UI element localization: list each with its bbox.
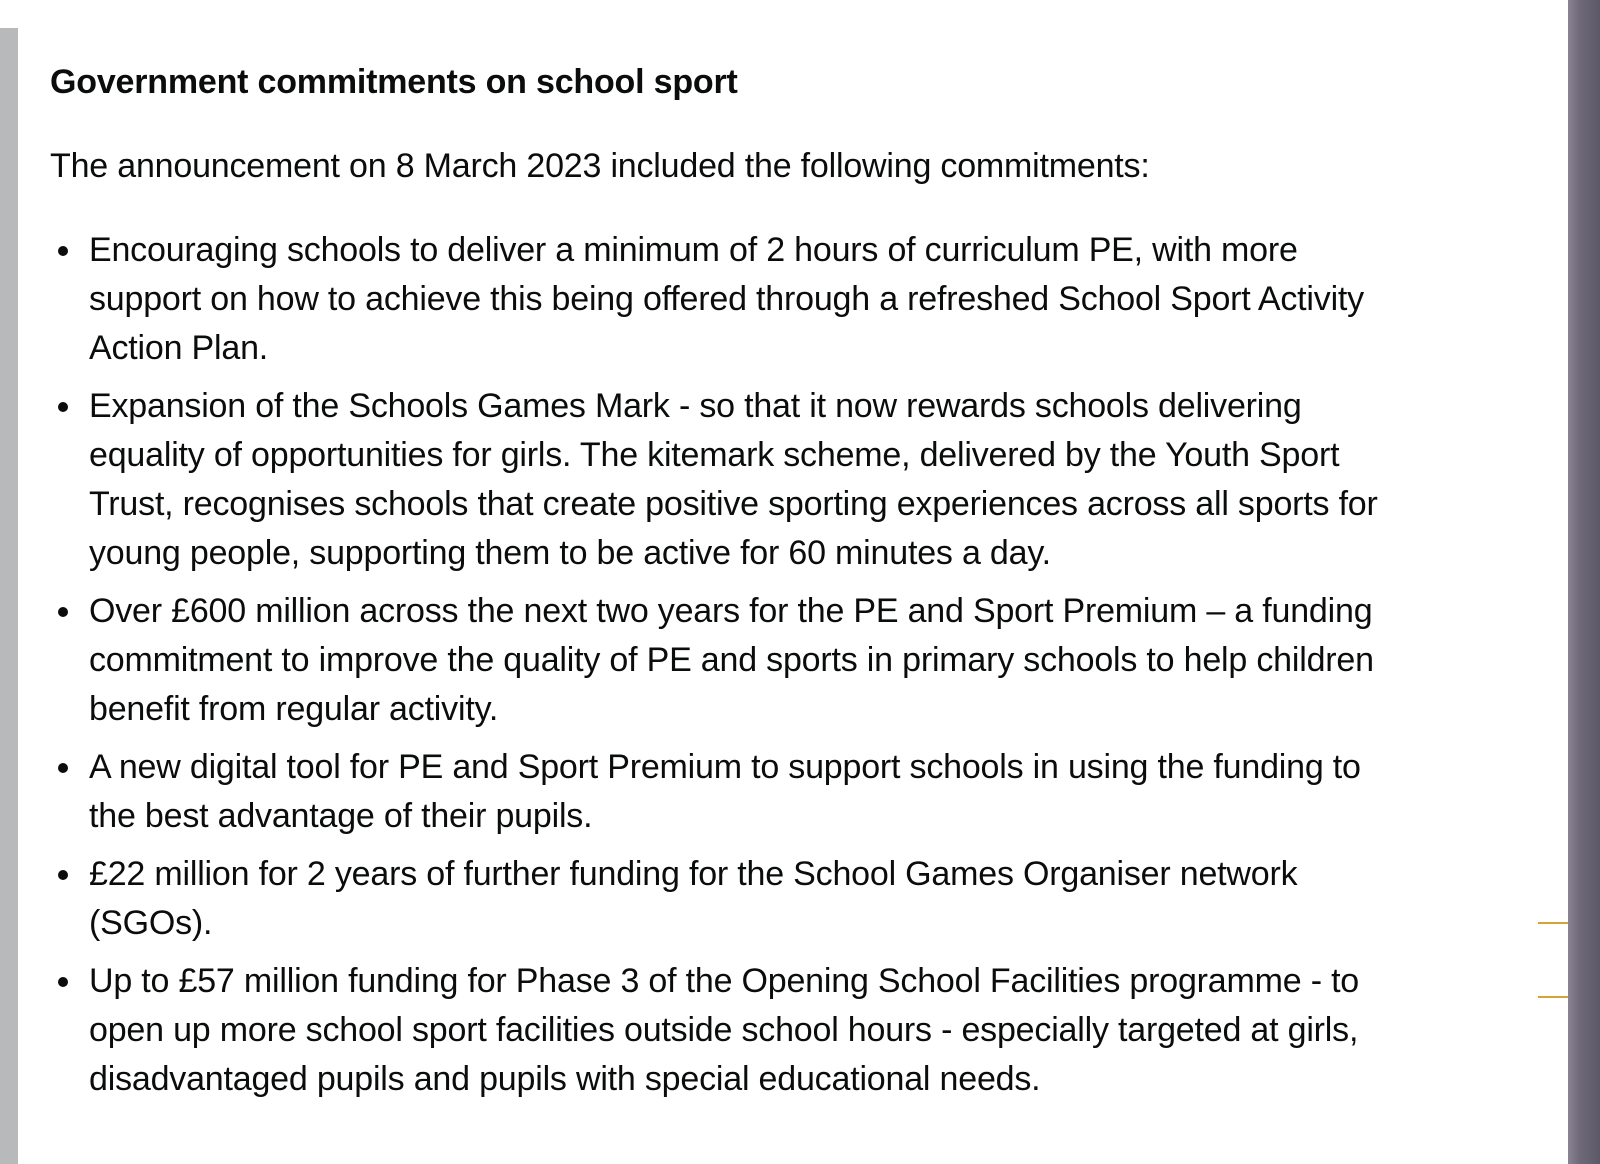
bullet-icon — [58, 763, 68, 773]
list-item-text: A new digital tool for PE and Sport Premium to support schools in using the funding to the best advantage of their pupils. — [89, 748, 1361, 835]
bullet-icon — [58, 607, 68, 617]
list-item-text: Over £600 million across the next two years for the PE and Sport Premium – a funding commitment to improve the quality of PE and sports in primary schools to help children benefit from regular activity. — [89, 592, 1374, 728]
list-item — [50, 850, 1400, 948]
list-item — [50, 587, 1400, 734]
list-item — [50, 382, 1400, 578]
list-item-text: Encouraging schools to deliver a minimum of 2 hours of curriculum PE, with more support on how to achieve this being offered through a refreshed School Sport Activity Action Plan. — [89, 231, 1364, 367]
left-edge-bar — [0, 28, 18, 1164]
scroll-marker — [1538, 922, 1568, 924]
section-heading: Government commitments on school sport — [50, 63, 738, 101]
article-content — [50, 60, 1400, 1113]
commitments-list — [50, 226, 1400, 1104]
intro-paragraph: The announcement on 8 March 2023 included the following commitments: — [50, 147, 1150, 185]
list-item — [50, 226, 1400, 373]
bullet-icon — [58, 402, 68, 412]
list-item — [50, 957, 1400, 1104]
bullet-icon — [58, 246, 68, 256]
scroll-marker — [1538, 996, 1568, 998]
bullet-icon — [58, 977, 68, 987]
list-item-text: Expansion of the Schools Games Mark - so that it now rewards schools delivering equality of opportunities for girls. The kitemark scheme, delivered by the Youth Sport Trust, recognises schools that create positive sporting experiences across all sports for young people, supporting them to be active for 60 minutes a day. — [89, 387, 1378, 572]
scrollbar-track[interactable] — [1568, 0, 1600, 1164]
bullet-icon — [58, 870, 68, 880]
list-item — [50, 743, 1400, 841]
list-item-text: Up to £57 million funding for Phase 3 of the Opening School Facilities programme - to open up more school sport facilities outside school hours - especially targeted at girls, disadvantaged pupils and pupils with special educational needs. — [89, 962, 1360, 1098]
list-item-text: £22 million for 2 years of further funding for the School Games Organiser network (SGOs). — [89, 855, 1298, 942]
